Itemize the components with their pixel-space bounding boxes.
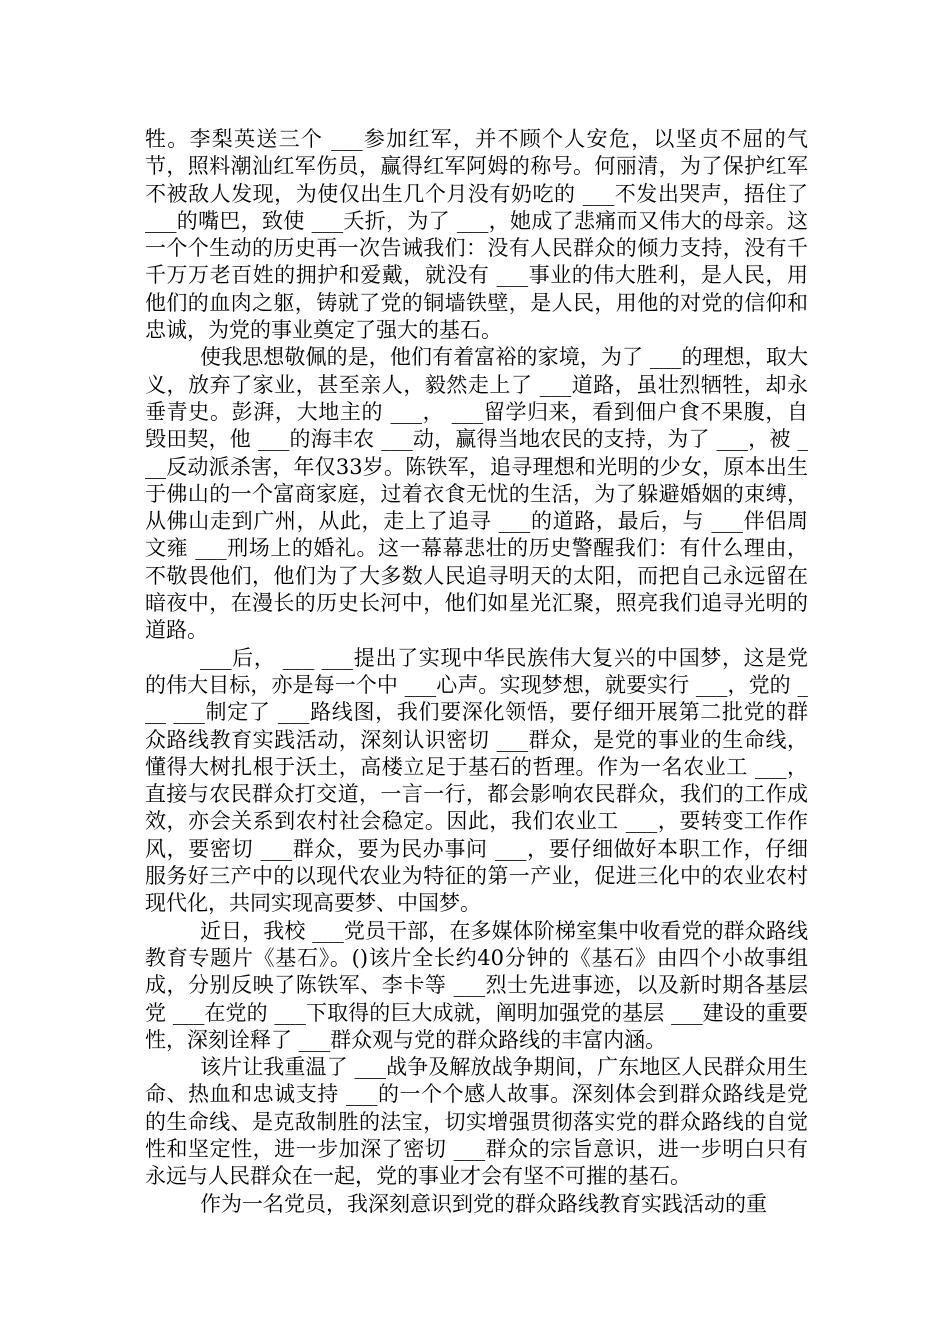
paragraph-3: ___后， ___ ___提出了实现中华民族伟大复兴的中国梦，这是党的伟大目标，亦是每一个中 ___心声。实现梦想，就要实行 ___，党的 ___ ___制定了 ___路线图，我们要深化领悟，要仔细开展第二批党的群众路线教育实践活动，深刻认识密切 ___群众，是党的事业的生命线，懂得大树扎根于沃土，高楼立足于基石的哲理。作为一名农业工 ___，直接与农民群众打交道，一言一行，都会影响农民群众，我们的工作成效，亦会关系到农村社会稳定。因此，我们农业工 ___，要转变工作作风，要密切 ___群众，要为民办事问 ___，要仔细做好本职工作，仔细服务好三产中的以现代农业为特征的第一产业，促进三化中的农业农村现代化，共同实现高要梦、中国梦。: [145, 645, 808, 916]
paragraph-2: 使我思想敬佩的是，他们有着富裕的家境，为了 ___的理想，取大义，放弃了家业，甚至亲人，毅然走上了 ___道路，虽壮烈牺牲，却永垂青史。彭湃，大地主的 ___， ___留学归来，看到佃户食不果腹，自毁田契，他 ___的海丰农 ___动，赢得当地农民的支持，为了 ___，被 ___反动派杀害，年仅33岁。陈铁军，追寻理想和光明的少女，原本出生于佛山的一个富商家庭，过着衣食无忧的生活，为了躲避婚姻的束缚，从佛山走到广州，从此，走上了追寻 ___的道路，最后，与 ___伴侣周文雍 ___刑场上的婚礼。这一幕幕悲壮的历史警醒我们：有什么理由，不敬畏他们，他们为了大多数人民追寻明天的太阳，而把自己永远留在暗夜中，在漫长的历史长河中，他们如星光汇聚，照亮我们追寻光明的道路。: [145, 345, 808, 643]
paragraph-5: 该片让我重温了 ___战争及解放战争期间，广东地区人民群众用生命、热血和忠诚支持 ___的一个个感人故事。深刻体会到群众路线是党的生命线、是克敌制胜的法宝，切实增强贯彻落实党的群众路线的自觉性和坚定性，进一步加深了密切 ___群众的宗旨意识，进一步明白只有永远与人民群众在一起，党的事业才会有坚不可摧的基石。: [145, 1055, 808, 1189]
paragraph-1: 牲。李梨英送三个 ___参加红军，并不顾个人安危，以坚贞不屈的气节，照料潮汕红军伤员，赢得红军阿姆的称号。何丽清，为了保护红军不被敌人发现，为使仅出生几个月没有奶吃的 ___不发出哭声，捂住了 ___的嘴巴，致使 ___夭折，为了 ___，她成了悲痛而又伟大的母亲。这一个个生动的历史再一次告诫我们：没有人民群众的倾力支持，没有千千万万老百姓的拥护和爱戴，就没有 ___事业的伟大胜利，是人民，用他们的血肉之躯，铸就了党的铜墙铁壁，是人民，用他的对党的信仰和忠诚，为党的事业奠定了强大的基石。: [145, 127, 808, 343]
paragraph-4: 近日，我校 ___党员干部，在多媒体阶梯室集中收看党的群众路线教育专题片《基石》。()该片全长约40分钟的《基石》由四个小故事组成，分别反映了陈铁军、李卡等 ___烈士先进事迹，以及新时期各基层党 ___在党的 ___下取得的巨大成就，阐明加强党的基层 ___建设的重要性，深刻诠释了 ___群众观与党的群众路线的丰富内涵。: [145, 918, 808, 1052]
paragraph-6: 作为一名党员，我深刻意识到党的群众路线教育实践活动的重: [200, 1191, 767, 1216]
document-page: [145, 126, 808, 1218]
